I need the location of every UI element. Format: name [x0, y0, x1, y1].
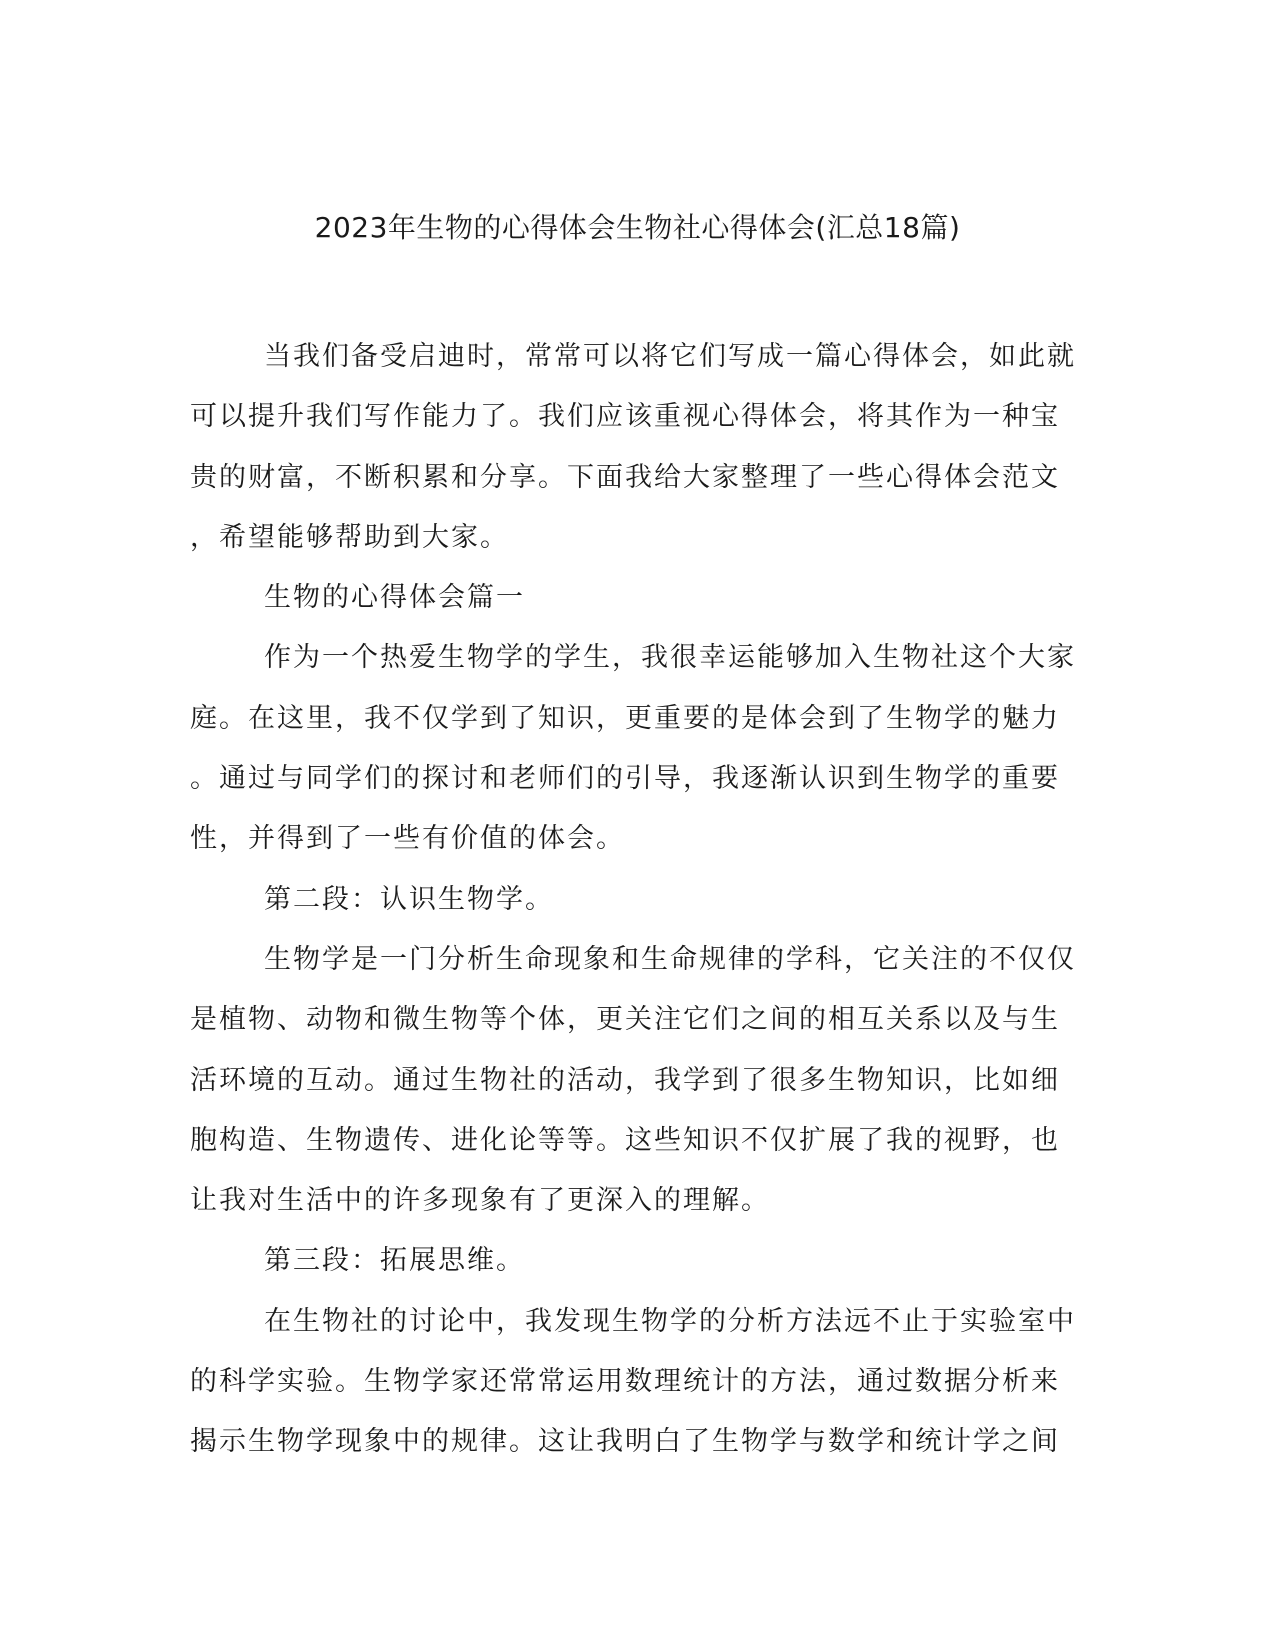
- paragraph-line: 是植物、动物和微生物等个体，更关注它们之间的相互关系以及与生: [190, 1004, 1060, 1036]
- section-heading-line: 第三段：拓展思维。: [264, 1245, 525, 1277]
- paragraph-line: 可以提升我们写作能力了。我们应该重视心得体会，将其作为一种宝: [190, 401, 1060, 433]
- paragraph-line: 庭。在这里，我不仅学到了知识，更重要的是体会到了生物学的魅力: [190, 702, 1060, 734]
- paragraph-line: 揭示生物学现象中的规律。这让我明白了生物学与数学和统计学之间: [190, 1426, 1060, 1458]
- paragraph-line: 作为一个热爱生物学的学生，我很幸运能够加入生物社这个大家: [264, 642, 1076, 674]
- document-body: [190, 327, 1080, 1473]
- paragraph-line: 让我对生活中的许多现象有了更深入的理解。: [190, 1185, 770, 1217]
- paragraph-line: 的科学实验。生物学家还常常运用数理统计的方法，通过数据分析来: [190, 1366, 1060, 1398]
- paragraph-line: 胞构造、生物遗传、进化论等等。这些知识不仅扩展了我的视野，也: [190, 1124, 1060, 1156]
- paragraph-line: 性，并得到了一些有价值的体会。: [190, 823, 625, 855]
- paragraph-line: 。通过与同学们的探讨和老师们的引导，我逐渐认识到生物学的重要: [190, 763, 1060, 795]
- paragraph-line: 在生物社的讨论中，我发现生物学的分析方法远不止于实验室中: [264, 1305, 1076, 1337]
- paragraph-line: 活环境的互动。通过生物社的活动，我学到了很多生物知识，比如细: [190, 1064, 1060, 1096]
- paragraph-line: 当我们备受启迪时，常常可以将它们写成一篇心得体会，如此就: [264, 341, 1076, 372]
- section-heading-line: 生物的心得体会篇一: [264, 582, 525, 614]
- paragraph-line: 贵的财富，不断积累和分享。下面我给大家整理了一些心得体会范文: [190, 461, 1060, 493]
- paragraph-line: ，希望能够帮助到大家。: [190, 521, 509, 553]
- section-heading-line: 第二段：认识生物学。: [264, 883, 554, 915]
- document-title: 2023年生物的心得体会生物社心得体会(汇总18篇): [314, 211, 961, 244]
- paragraph-line: 生物学是一门分析生命现象和生命规律的学科，它关注的不仅仅: [264, 943, 1076, 975]
